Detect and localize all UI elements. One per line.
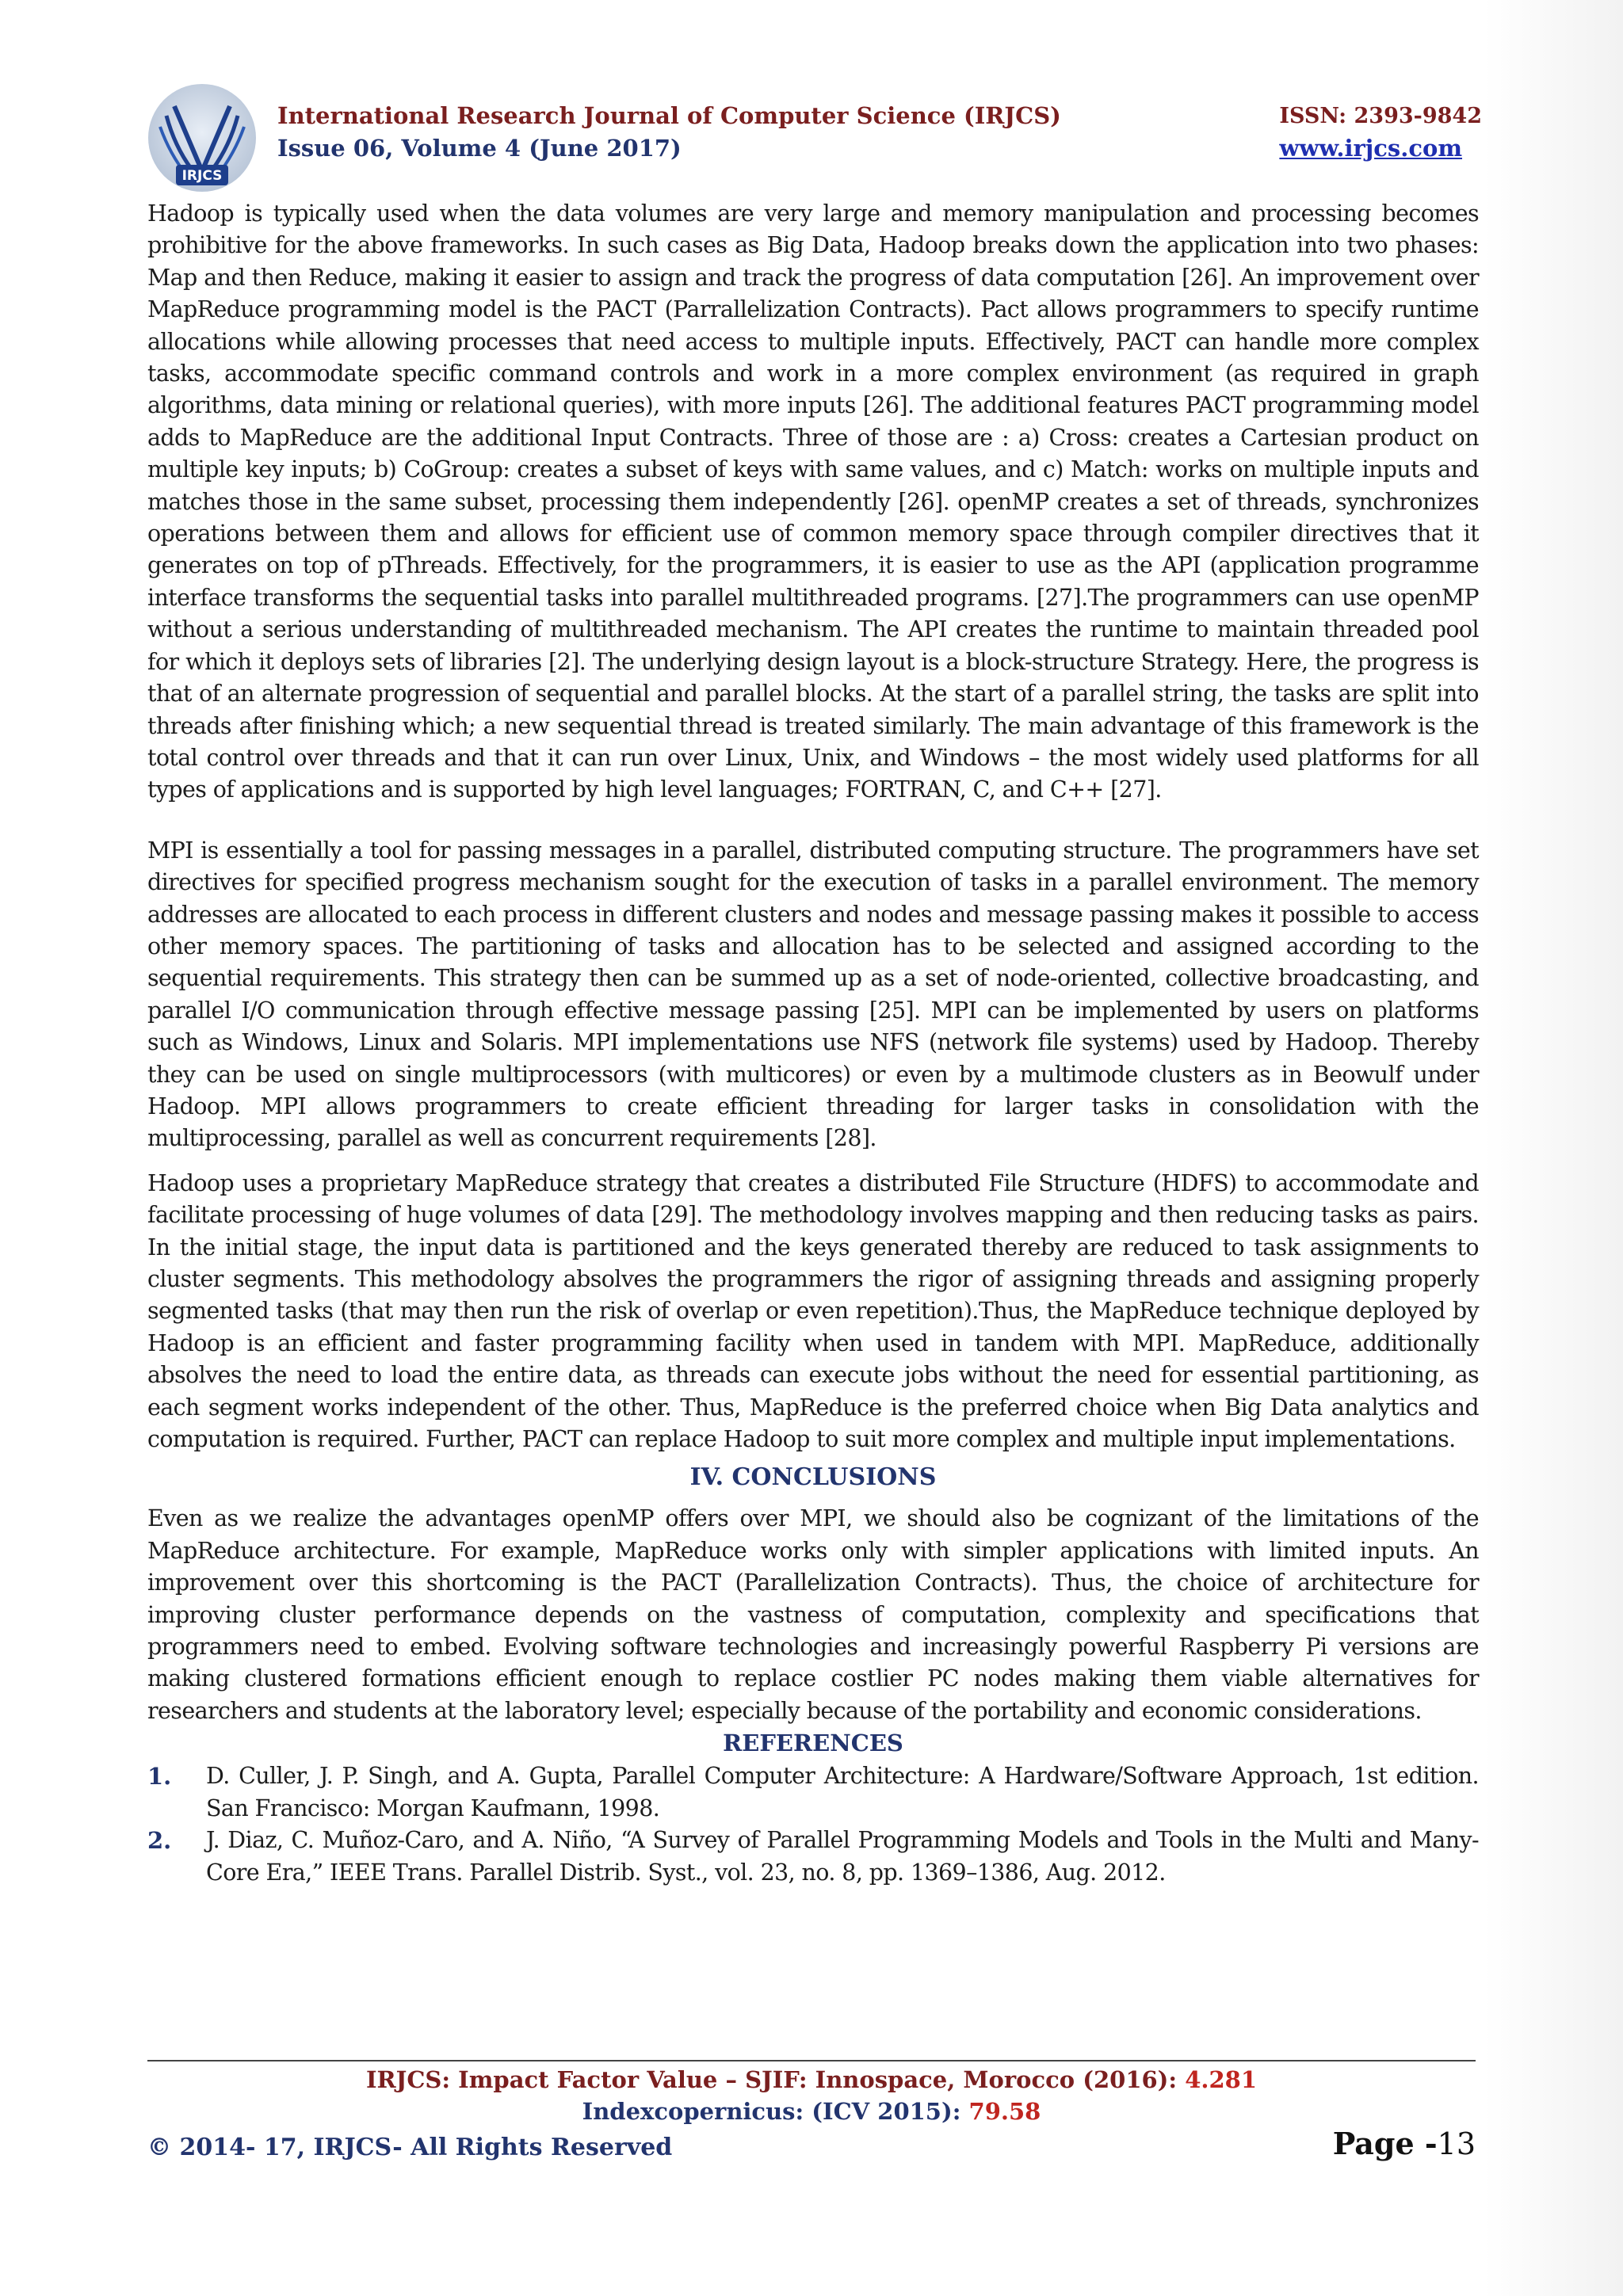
- section-title-conclusions: IV. CONCLUSIONS: [689, 1463, 937, 1492]
- reference-item: [147, 1825, 1479, 1889]
- impact-factor-line: [0, 2064, 1623, 2096]
- article-body: [147, 198, 1479, 1889]
- reference-item: [147, 1760, 1479, 1825]
- impact-factor-label: IRJCS: Impact Factor Value – SJIF: Innospace, Morocco (2016):: [365, 2066, 1186, 2093]
- index-copernicus-label: Indexcopernicus: (ICV 2015):: [582, 2098, 969, 2125]
- journal-name: International Research Journal of Computer Science (IRJCS): [277, 102, 1061, 129]
- references-title: REFERENCES: [723, 1730, 903, 1757]
- paragraph-hadoop-mapreduce: Hadoop uses a proprietary MapReduce strategy that creates a distributed File Structure (HDFS) to accommodate and facilitate processing of huge volumes of data [29]. The methodology involves mapping and then reducing tasks as pairs. In the initial stage, the input data is partitioned and the keys generated thereby are reduced to task assignments to cluster segments. This methodology absolves the programmers the rigor of assigning threads and assigning properly segmented tasks (that may then run the risk of overlap or even repetition).Thus, the MapReduce technique deployed by Hadoop is an efficient and faster programming facility when used in tandem with MPI. MapReduce, additionally absolves the need to load the entire data, as threads can execute jobs without the need for essential partitioning, as each segment works independent of the other. Thus, MapReduce is the preferred choice when Big Data analytics and computation is required. Further, PACT can replace Hadoop to suit more complex and multiple input implementations.: [147, 1169, 1479, 1453]
- paragraph-mpi: MPI is essentially a tool for passing messages in a parallel, distributed computing structure. The programmers have set directives for specified progress mechanism sought for the execution of tasks in a parallel environment. The memory addresses are allocated to each process in different clusters and nodes and message passing makes it possible to access other memory spaces. The partitioning of tasks and allocation has to be selected and assigned according to the sequential requirements. This strategy then can be summed up as a set of node-oriented, collective broadcasting, and parallel I/O communication through effective message passing [25]. MPI can be implemented by users on platforms such as Windows, Linux and Solaris. MPI implementations use NFS (network file systems) used by Hadoop. Thereby they can be used on single multiprocessors (with multicores) or even by a multimode clusters as in Beowulf under Hadoop. MPI allows programmers to create efficient threading for larger tasks in consolidation with the multiprocessing, parallel as well as concurrent requirements [28].: [147, 837, 1479, 1152]
- reference-number: 1.: [147, 1763, 172, 1791]
- page-edge-shadow: [1484, 0, 1623, 2296]
- impact-factor-value: 4.281: [1185, 2066, 1258, 2093]
- index-copernicus-value: 79.58: [968, 2098, 1041, 2125]
- reference-text: J. Diaz, C. Muñoz-Caro, and A. Niño, “A Survey of Parallel Programming Models and Tools in the Multi and Many-Core Era,” IEEE Trans. Parallel Distrib. Syst., vol. 23, no. 8, pp. 1369–1386, Aug. 2012.: [206, 1827, 1479, 1886]
- logo-text: IRJCS: [181, 168, 223, 184]
- reference-number: 2.: [147, 1827, 172, 1855]
- reference-text: D. Culler, J. P. Singh, and A. Gupta, Parallel Computer Architecture: A Hardware/Software Approach, 1st edition. San Francisco: Morgan Kaufmann, 1998.: [206, 1763, 1479, 1821]
- issue-info: Issue 06, Volume 4 (June 2017): [277, 135, 682, 162]
- footer-divider: [147, 2060, 1476, 2061]
- journal-website-link[interactable]: www.irjcs.com: [1279, 135, 1463, 162]
- journal-logo-icon: [143, 82, 262, 198]
- paragraph-hadoop-pact-openmp: Hadoop is typically used when the data volumes are very large and memory manipulation and processing becomes prohibitive for the above frameworks. In such cases as Big Data, Hadoop breaks down the application into two phases: Map and then Reduce, making it easier to assign and track the progress of data computation [26]. An improvement over MapReduce programming model is the PACT (Parrallelization Contracts). Pact allows programmers to specify runtime allocations while allowing processes that need access to multiple inputs. Effectively, PACT can handle more complex tasks, accommodate specific command controls and work in a more complex environment (as required in graph algorithms, data mining or relational queries), with more inputs [26]. The additional features PACT programming model adds to MapReduce are the additional Input Contracts. Three of those are : a) Cross: creates a Cartesian product on multiple key inputs; b) CoGroup: creates a subset of keys with same values, and c) Match: works on multiple inputs and matches those in the same subset, processing them independently [26]. openMP creates a set of threads, synchronizes operations between them and allows for efficient use of common memory space through compiler directives that it generates on top of pThreads. Effectively, for the programmers, it is easier to use as the API (application programme interface transforms the sequential tasks into parallel multithreaded programs. [27].The programmers can use openMP without a serious understanding of multithreaded mechanism. The API creates the runtime to maintain threaded pool for which it deploys sets of libraries [2]. The underlying design layout is a block-structure Strategy. Here, the progress is that of an alternate progression of sequential and parallel blocks. At the start of a parallel string, the tasks are split into threads after finishing which; a new sequential thread is treated similarly. The main advantage of this framework is the total control over threads and that it can run over Linux, Unix, and Windows – the most widely used platforms for all types of applications and is supported by high level languages; FORTRAN, C, and C++ [27].: [147, 200, 1479, 803]
- page-number: [1333, 2125, 1476, 2163]
- paragraph-conclusions: Even as we realize the advantages openMP offers over MPI, we should also be cognizant of the limitations of the MapReduce architecture. For example, MapReduce works only with simpler applications with limited inputs. An improvement over this shortcoming is the PACT (Parallelization Contracts). Thus, the choice of architecture for improving cluster performance depends on the vastness of computation, complexity and specifications that programmers need to embed. Evolving software technologies and increasingly powerful Raspberry Pi versions are making clustered formations efficient enough to replace costlier PC nodes making them viable alternatives for researchers and students at the laboratory level; especially because of the portability and economic considerations.: [147, 1505, 1479, 1724]
- page-label: Page -: [1332, 2126, 1438, 2161]
- issn-number: ISSN: 2393-9842: [1279, 104, 1482, 128]
- page-number-value: 13: [1437, 2126, 1476, 2161]
- copyright-notice: © 2014- 17, IRJCS- All Rights Reserved: [147, 2134, 673, 2161]
- index-copernicus-line: [0, 2096, 1623, 2127]
- page-header: [143, 82, 1482, 201]
